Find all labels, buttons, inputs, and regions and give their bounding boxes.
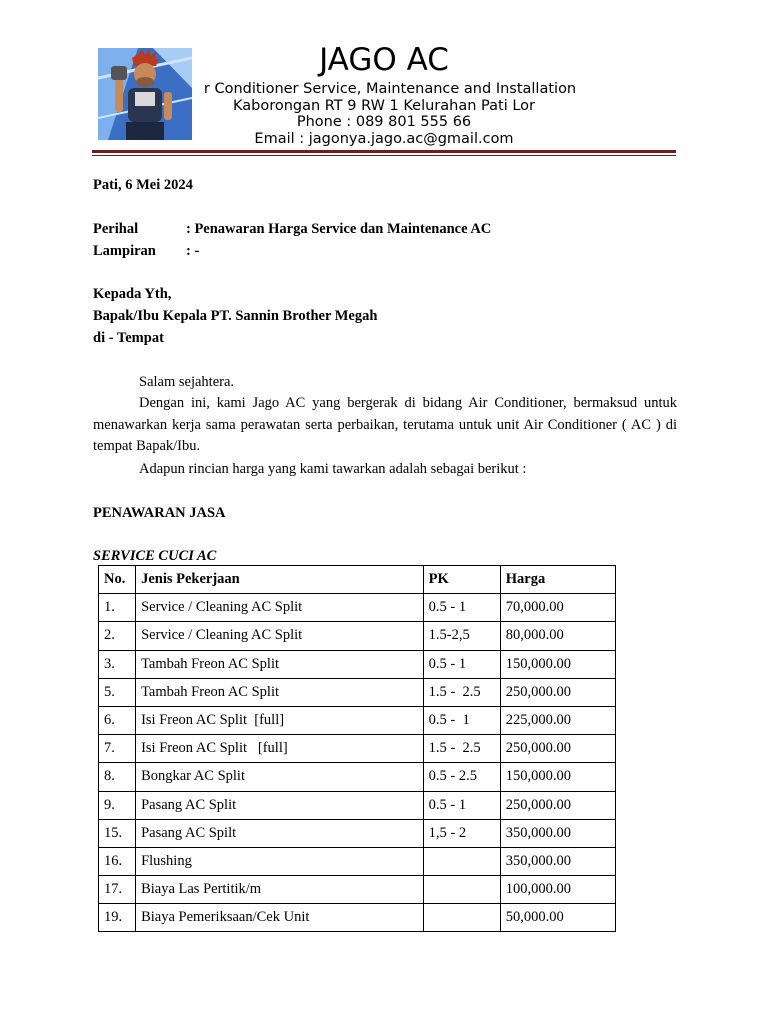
header-harga: Harga <box>500 566 615 594</box>
cell-no: 6. <box>99 706 136 734</box>
cell-jenis-pekerjaan: Biaya Las Pertitik/m <box>136 876 424 904</box>
table-row <box>99 622 616 650</box>
cell-no: 9. <box>99 791 136 819</box>
cell-no: 5. <box>99 678 136 706</box>
cell-no: 3. <box>99 650 136 678</box>
cell-jenis-pekerjaan: Flushing <box>136 847 424 875</box>
cell-no: 16. <box>99 847 136 875</box>
cell-jenis-pekerjaan: Pasang AC Spilt <box>136 819 424 847</box>
letterhead-divider-thin <box>92 155 676 156</box>
cell-harga: 350,000.00 <box>500 847 615 875</box>
cell-harga: 225,000.00 <box>500 706 615 734</box>
company-tagline: r Conditioner Service, Maintenance and Installation <box>203 81 577 97</box>
table-row <box>99 791 616 819</box>
cell-pk: 0.5 - 1 <box>423 594 500 622</box>
company-name: JAGO AC <box>319 42 449 78</box>
cell-pk: 1.5 - 2.5 <box>423 678 500 706</box>
lampiran-value: : - <box>186 243 200 259</box>
cell-jenis-pekerjaan: Service / Cleaning AC Split <box>136 594 424 622</box>
table-row <box>99 594 616 622</box>
table-header-row <box>99 566 616 594</box>
cell-no: 1. <box>99 594 136 622</box>
cell-pk: 0.5 - 1 <box>423 650 500 678</box>
cell-no: 7. <box>99 735 136 763</box>
table-title: SERVICE CUCI AC <box>93 548 217 564</box>
cell-pk: 1,5 - 2 <box>423 819 500 847</box>
greeting: Salam sejahtera. <box>139 374 235 390</box>
cell-jenis-pekerjaan: Tambah Freon AC Split <box>136 650 424 678</box>
recipient-line-2: Bapak/Ibu Kepala PT. Sannin Brother Megah <box>93 308 378 324</box>
cell-jenis-pekerjaan: Biaya Pemeriksaan/Cek Unit <box>136 904 424 932</box>
price-table <box>98 565 616 932</box>
recipient-line-3: di - Tempat <box>93 330 164 346</box>
table-row <box>99 650 616 678</box>
cell-no: 15. <box>99 819 136 847</box>
recipient-line-1: Kepada Yth, <box>93 286 172 302</box>
body-paragraph-2: Adapun rincian harga yang kami tawarkan adalah sebagai berikut : <box>139 461 527 477</box>
cell-harga: 150,000.00 <box>500 763 615 791</box>
letterhead-divider-thick <box>92 150 676 153</box>
table-row <box>99 678 616 706</box>
cell-harga: 150,000.00 <box>500 650 615 678</box>
header-pk: PK <box>423 566 500 594</box>
table-row <box>99 763 616 791</box>
company-phone: Phone : 089 801 555 66 <box>296 114 472 130</box>
cell-harga: 250,000.00 <box>500 678 615 706</box>
cell-no: 17. <box>99 876 136 904</box>
cell-jenis-pekerjaan: Isi Freon AC Split [full] <box>136 735 424 763</box>
lampiran-label: Lampiran <box>93 243 156 259</box>
table-row <box>99 847 616 875</box>
place-date: Pati, 6 Mei 2024 <box>93 177 193 193</box>
cell-pk: 0.5 - 1 <box>423 706 500 734</box>
cell-pk: 1.5 - 2.5 <box>423 735 500 763</box>
cell-pk <box>423 847 500 875</box>
cell-jenis-pekerjaan: Isi Freon AC Split [full] <box>136 706 424 734</box>
cell-no: 8. <box>99 763 136 791</box>
cell-pk: 1.5-2,5 <box>423 622 500 650</box>
cell-harga: 250,000.00 <box>500 791 615 819</box>
cell-harga: 100,000.00 <box>500 876 615 904</box>
cell-no: 19. <box>99 904 136 932</box>
company-address: Kaborongan RT 9 RW 1 Kelurahan Pati Lor <box>232 98 535 114</box>
section-title: PENAWARAN JASA <box>93 505 226 521</box>
table-row <box>99 819 616 847</box>
cell-harga: 70,000.00 <box>500 594 615 622</box>
cell-pk: 0.5 - 1 <box>423 791 500 819</box>
perihal-label: Perihal <box>93 221 139 237</box>
letterhead <box>0 40 768 160</box>
body-paragraph-1: Dengan ini, kami Jago AC yang bergerak di bidang Air Conditioner, bermaksud untuk menawarkan kerja sama perawatan serta perbaikan, terutama untuk unit Air Conditioner ( AC ) di tempat Bapak/Ibu. <box>93 395 677 454</box>
header-no: No. <box>99 566 136 594</box>
cell-jenis-pekerjaan: Tambah Freon AC Split <box>136 678 424 706</box>
company-email: Email : jagonya.jago.ac@gmail.com <box>254 131 514 147</box>
table-row <box>99 876 616 904</box>
cell-pk: 0.5 - 2.5 <box>423 763 500 791</box>
cell-jenis-pekerjaan: Service / Cleaning AC Split <box>136 622 424 650</box>
table-row <box>99 735 616 763</box>
table-row <box>99 706 616 734</box>
cell-harga: 350,000.00 <box>500 819 615 847</box>
cell-no: 2. <box>99 622 136 650</box>
cell-jenis-pekerjaan: Pasang AC Split <box>136 791 424 819</box>
cell-harga: 250,000.00 <box>500 735 615 763</box>
perihal-value: : Penawaran Harga Service dan Maintenance AC <box>186 221 492 237</box>
cell-pk <box>423 876 500 904</box>
cell-pk <box>423 904 500 932</box>
table-row <box>99 904 616 932</box>
cell-harga: 50,000.00 <box>500 904 615 932</box>
cell-harga: 80,000.00 <box>500 622 615 650</box>
header-jenis-pekerjaan: Jenis Pekerjaan <box>136 566 424 594</box>
cell-jenis-pekerjaan: Bongkar AC Split <box>136 763 424 791</box>
